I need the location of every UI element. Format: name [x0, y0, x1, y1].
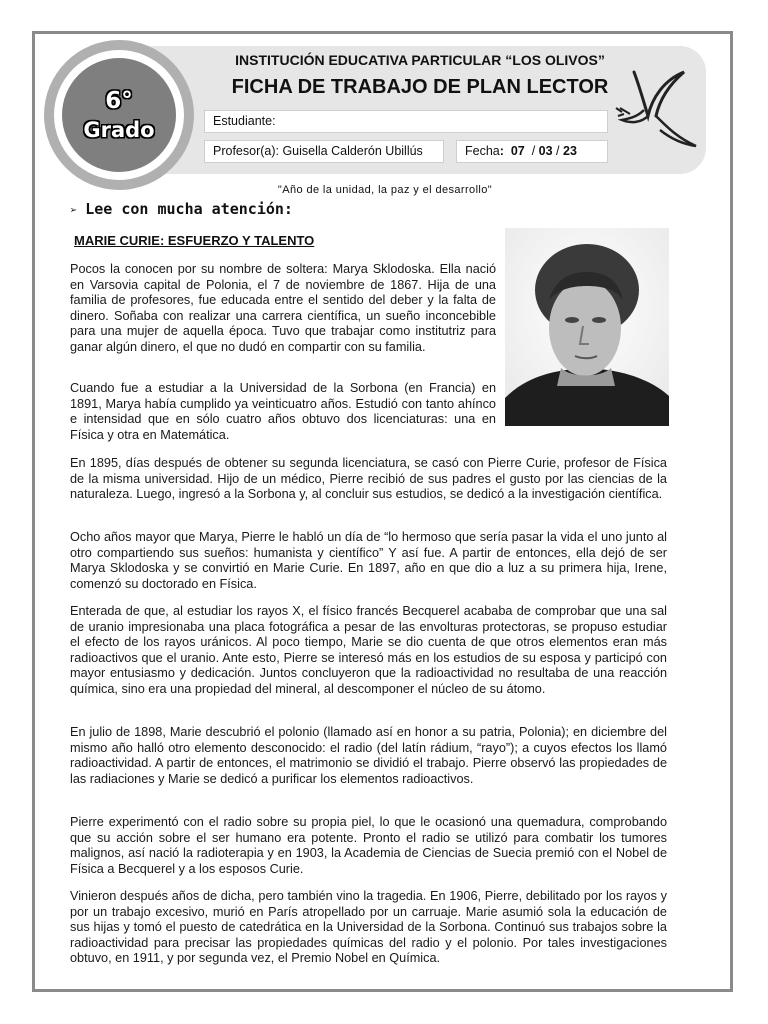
- teacher-name: Profesor(a): Guisella Calderón Ubillús: [213, 144, 423, 158]
- teacher-field: [204, 140, 444, 163]
- grade-number: 6°: [105, 88, 133, 114]
- paragraph-4: Ocho años mayor que Marya, Pierre le habló un día de “lo hermoso que sería pasar la vida el uno junto al otro compartiendo sus sueños: humanista y científico” Y así fue. A partir de entonces, ella dejó de ser Marya Sklodoska y se convirtió en Marie Curie. En 1897, año en que dio a luz a su primera hija, Irene, comenzó su doctorado en Física.: [70, 530, 667, 591]
- grade-badge: [62, 58, 176, 172]
- instruction-text: Lee con mucha atención:: [85, 200, 293, 218]
- paragraph-6: En julio de 1898, Marie descubrió el polonio (llamado así en honor a su patria, Polonia); en diciembre del mismo año halló otro elemento desconocido: el radio (del latín rádium, “rayo”); a cuyos efectos los llamó radioactividad. A partir de entonces, el matrimonio se dividió el trabajo. Pierre observó las propiedades de las radiaciones y Marie se dedicó a purificar los elementos radioactivos.: [70, 725, 667, 786]
- paragraph-3: En 1895, días después de obtener su segunda licenciatura, se casó con Pierre Curie, profesor de Física de la misma universidad. Hijo de un médico, Pierre recibió de sus padres el gusto por las ciencias de la naturaleza. Luego, ingresó a la Sorbona y, al concluir sus estudios, se dedicó a la investigación científica.: [70, 456, 667, 501]
- portrait-photo: [505, 228, 669, 426]
- paragraph-5: Enterada de que, al estudiar los rayos X, el físico francés Becquerel acababa de comprobar que una sal de uranio impresionaba una placa fotográfica a pesar de las envolturas protectoras, se propuso estudiar el efecto de los rayos uránicos. Al poco tiempo, Marie se dio cuenta de que otros elementos eran más radioactivos que el uranio. Ante esto, Pierre se interesó más en los estudios de su esposa y participó con mayor entusiasmo y dedicación. Juntos concluyeron que la radioactividad no resultaba de una reacción química, sino era una propiedad del mineral, al descomponer el núcleo de su átomo.: [70, 604, 667, 696]
- date-field: Fecha: 07 / 03 / 23: [456, 140, 608, 163]
- motto: "Año de la unidad, la paz y el desarrollo": [277, 184, 493, 196]
- dove-logo-icon: [612, 58, 712, 158]
- date-day: 07: [510, 144, 525, 158]
- date-year: 23: [563, 144, 577, 158]
- arrow-bullet-icon: ➢: [70, 203, 78, 217]
- article-title: MARIE CURIE: ESFUERZO Y TALENTO: [74, 233, 315, 248]
- date-label: Fecha: [465, 144, 500, 158]
- paragraph-1: Pocos la conocen por su nombre de soltera: Marya Sklodoska. Ella nació en Varsovia capital de Polonia, el 7 de noviembre de 1867. Hija de una familia de profesores, fue educada entre el sentido del deber y la falta de dinero. Soñaba con realizar una carrera científica, un sueño inconcebible para una mujer de aquella época. Tuvo que trabajar como institutriz para ganar algún dinero, el que no dudó en compartir con su familia.: [70, 262, 496, 354]
- institution-name: INSTITUCIÓN EDUCATIVA PARTICULAR “LOS OLIVOS”: [235, 52, 605, 68]
- paragraph-7: Pierre experimentó con el radio sobre su propia piel, lo que le ocasionó una quemadura, comprobando que su acción sobre el ser humano era potente. Pronto el radio se utilizó para combatir los tumores malignos, así nació la radioterapia y en 1903, la Academia de Ciencias de Suecia premió con el Nobel de Física a Becquerel y a los esposos Curie.: [70, 815, 667, 876]
- worksheet-title: FICHA DE TRABAJO DE PLAN LECTOR: [231, 76, 609, 98]
- instruction: [70, 200, 293, 218]
- paragraph-2: Cuando fue a estudiar a la Universidad de la Sorbona (en Francia) en 1891, Marya había cumplido ya veinticuatro años. Estudió con tanto ahínco e intensidad que en sólo cuatro años obtuvo dos licenciaturas: una en Física y otra en Matemática.: [70, 381, 496, 442]
- student-field[interactable]: [204, 110, 608, 133]
- grade-label: Grado: [83, 118, 155, 142]
- paragraph-8: Vinieron después años de dicha, pero también vino la tragedia. En 1906, Pierre, debilitado por los rayos y por un trabajo excesivo, murió en París atropellado por un carruaje. Marie asumió sola la educación de sus hijas y tomó el puesto de catedrática en la Universidad de la Sorbona. Continuó sus trabajos sobre la radioactividad para precisar las propiedades químicas del radio y el polonio. Por tales investigaciones obtuvo, en 1911, y por segunda vez, el Premio Nobel en Química.: [70, 889, 667, 965]
- date-month: 03: [538, 144, 553, 158]
- student-label: Estudiante:: [213, 114, 276, 128]
